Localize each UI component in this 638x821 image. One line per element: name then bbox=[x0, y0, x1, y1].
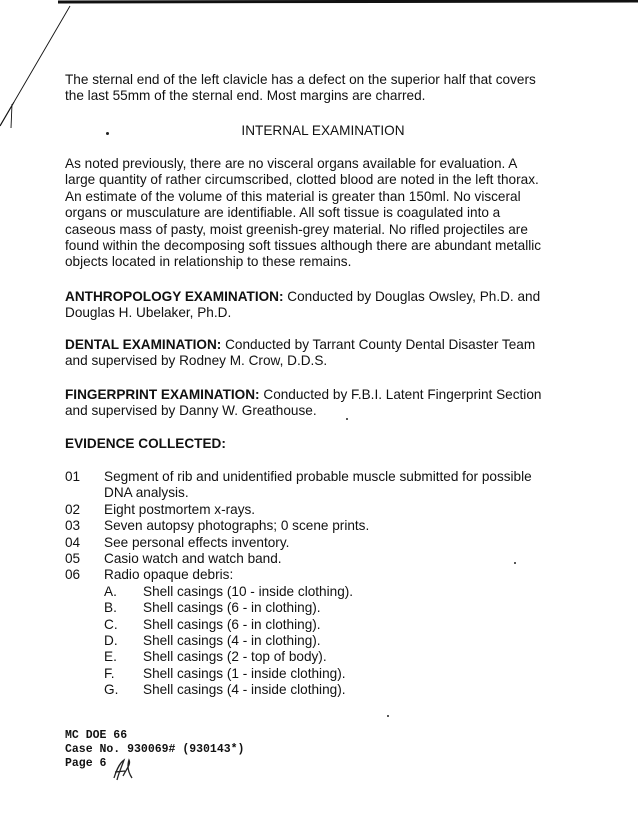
evidence-number: 06 bbox=[65, 567, 81, 583]
debris-text: Shell casings (1 - inside clothing). bbox=[143, 665, 346, 681]
internal-line: caseous mass of pasty, moist greenish-grey material. No rifled projectiles are bbox=[65, 221, 528, 237]
footer-case-id: MC DOE 66 bbox=[65, 729, 128, 742]
internal-line: objects located in relationship to these remains. bbox=[65, 254, 352, 270]
scan-speck bbox=[346, 418, 348, 420]
evidence-list bbox=[65, 469, 585, 699]
debris-letter: A. bbox=[104, 583, 117, 599]
anthropology-title: ANTHROPOLOGY EXAMINATION: bbox=[65, 289, 284, 304]
scan-speck bbox=[387, 715, 389, 717]
evidence-heading: EVIDENCE COLLECTED: bbox=[65, 436, 226, 451]
evidence-number: 02 bbox=[65, 501, 81, 517]
anthropology-line-2: Douglas H. Ubelaker, Ph.D. bbox=[65, 305, 232, 321]
debris-item bbox=[104, 617, 585, 633]
evidence-item bbox=[65, 502, 585, 518]
footer-page-number: Page 6 bbox=[65, 757, 107, 770]
fingerprint-line-2: and supervised by Danny W. Greathouse. bbox=[65, 403, 317, 419]
dental-line-1 bbox=[65, 337, 581, 353]
intro-line: the last 55mm of the sternal end. Most margins are charred. bbox=[65, 88, 426, 104]
debris-letter: F. bbox=[104, 665, 115, 681]
debris-item bbox=[104, 633, 585, 649]
debris-letter: E. bbox=[104, 649, 117, 665]
intro-line: The sternal end of the left clavicle has a defect on the superior half that covers bbox=[65, 72, 536, 87]
debris-letter: D. bbox=[104, 633, 118, 649]
debris-item bbox=[104, 666, 585, 682]
internal-line: found within the decomposing soft tissues although there are abundant metallic bbox=[65, 238, 542, 254]
evidence-number: 01 bbox=[65, 469, 81, 484]
scan-speck bbox=[514, 562, 516, 564]
evidence-text: Eight postmortem x-rays. bbox=[104, 501, 256, 517]
handwritten-initials-icon bbox=[109, 754, 135, 784]
debris-text: Shell casings (4 - in clothing). bbox=[143, 633, 321, 649]
evidence-number: 05 bbox=[65, 551, 81, 567]
debris-text: Shell casings (6 - in clothing). bbox=[143, 616, 321, 632]
internal-examination-heading: INTERNAL EXAMINATION bbox=[241, 123, 405, 138]
anthropology-section bbox=[65, 289, 581, 322]
dental-line-2: and supervised by Rodney M. Crow, D.D.S. bbox=[65, 353, 328, 369]
debris-letter: G. bbox=[104, 682, 119, 698]
debris-text: Shell casings (6 - in clothing). bbox=[143, 600, 321, 616]
evidence-item bbox=[65, 551, 585, 567]
dental-title: DENTAL EXAMINATION: bbox=[65, 337, 222, 352]
anthropology-line-1 bbox=[65, 289, 581, 305]
debris-letter: B. bbox=[104, 600, 117, 616]
debris-letter: C. bbox=[104, 616, 118, 632]
case-footer bbox=[65, 729, 244, 771]
evidence-number: 03 bbox=[65, 518, 81, 534]
footer-case-number: Case No. 930069# (930143*) bbox=[65, 743, 245, 756]
dental-section bbox=[65, 337, 581, 370]
internal-line: large quantity of rather circumscribed, clotted blood are noted in the left thorax. bbox=[65, 172, 539, 188]
fingerprint-text: Conducted by F.B.I. Latent Fingerprint Section bbox=[259, 387, 542, 402]
evidence-text: DNA analysis. bbox=[104, 485, 189, 501]
debris-item bbox=[104, 649, 585, 665]
intro-paragraph bbox=[65, 72, 581, 105]
evidence-text: Seven autopsy photographs; 0 scene prints. bbox=[104, 518, 370, 534]
fingerprint-title: FINGERPRINT EXAMINATION: bbox=[65, 387, 260, 402]
evidence-item bbox=[65, 567, 585, 698]
debris-text: Shell casings (2 - top of body). bbox=[143, 649, 327, 665]
debris-item bbox=[104, 584, 585, 600]
evidence-text: See personal effects inventory. bbox=[104, 534, 290, 550]
evidence-text: Segment of rib and unidentified probable muscle submitted for possible bbox=[104, 469, 532, 484]
evidence-text: Casio watch and watch band. bbox=[104, 551, 282, 567]
evidence-item bbox=[65, 469, 585, 502]
internal-line: An estimate of the volume of this material is greater than 150ml. No visceral bbox=[65, 188, 521, 204]
fingerprint-section bbox=[65, 387, 581, 420]
scan-speck bbox=[106, 132, 109, 135]
debris-text: Shell casings (10 - inside clothing). bbox=[143, 583, 354, 599]
internal-line: organs or musculature are identifiable. All soft tissue is coagulated into a bbox=[65, 205, 501, 221]
fingerprint-line-1 bbox=[65, 387, 581, 403]
evidence-item bbox=[65, 518, 585, 534]
anthropology-text: Conducted by Douglas Owsley, Ph.D. and bbox=[283, 289, 541, 304]
evidence-number: 04 bbox=[65, 534, 81, 550]
evidence-text: Radio opaque debris: bbox=[104, 567, 234, 583]
debris-item bbox=[104, 682, 585, 698]
debris-sublist bbox=[104, 584, 585, 699]
internal-examination-paragraph bbox=[65, 156, 581, 271]
internal-line: As noted previously, there are no visceral organs available for evaluation. A bbox=[65, 156, 518, 171]
dental-text: Conducted by Tarrant County Dental Disaster Team bbox=[221, 337, 536, 352]
debris-text: Shell casings (4 - inside clothing). bbox=[143, 682, 346, 698]
evidence-item bbox=[65, 535, 585, 551]
debris-item bbox=[104, 600, 585, 616]
